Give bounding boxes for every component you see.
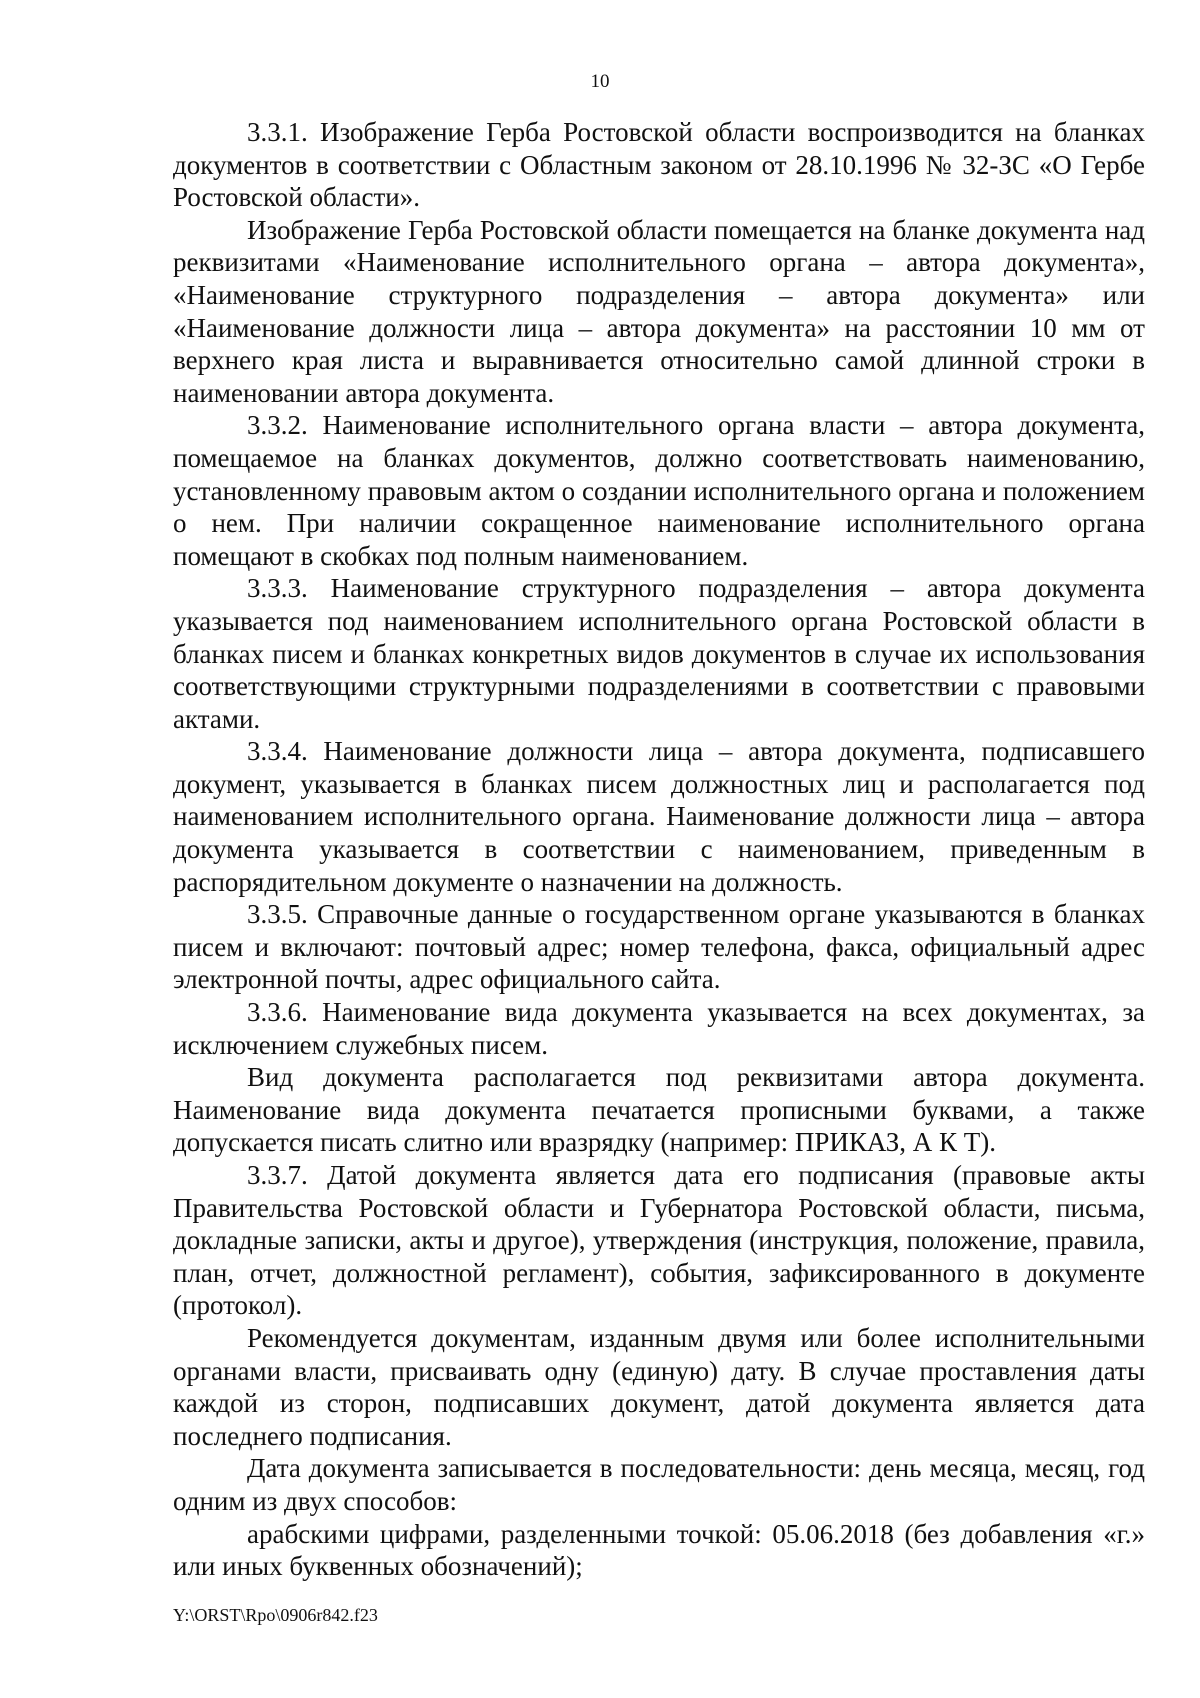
paragraph-arabic-numerals-date: арабскими цифрами, разделенными точкой: 05.06.2018 (без добавления «г.» или иных буквенных обозначений); — [173, 1518, 1145, 1582]
paragraph-date-sequence: Дата документа записывается в последовательности: день месяца, месяц, год одним из двух способов: — [173, 1453, 1145, 1516]
paragraph-3-3-1: 3.3.1. Изображение Герба Ростовской области воспроизводится на бланках документов в соответствии с Областным законом от 28.10.1996 № 32-ЗС «О Гербе Ростовской области». — [173, 117, 1145, 213]
paragraph-3-3-6: 3.3.6. Наименование вида документа указывается на всех документах, за исключением служебных писем. — [173, 997, 1145, 1060]
paragraph-3-3-2: 3.3.2. Наименование исполнительного органа власти – автора документа, помещаемое на бланках документов, должно соответствовать наименованию, установленному правовым актом о создании исполнительного органа и положением о нем. При наличии сокращенное наименование исполнительного органа помещают в скобках под полным наименованием. — [173, 410, 1145, 571]
paragraph-coat-of-arms-placement: Изображение Герба Ростовской области помещается на бланке документа над реквизитами «Наименование исполнительного органа – автора документа», «Наименование структурного подразделения – автора документа» или «Наименование должности лица – автора документа» на расстоянии 10 мм от верхнего края листа и выравнивается относительно самой длинной строки в наименовании автора документа. — [173, 214, 1145, 408]
page-number: 10 — [590, 71, 610, 92]
paragraph-3-3-5: 3.3.5. Справочные данные о государственном органе указываются в бланках писем и включают: почтовый адрес; номер телефона, факса, официальный адрес электронной почты, адрес официального сайта. — [173, 899, 1145, 995]
paragraph-3-3-3: 3.3.3. Наименование структурного подразделения – автора документа указывается под наименованием исполнительного органа Ростовской области в бланках писем и бланках конкретных видов документов в случае их использования соответствующими структурными подразделениями в соответствии с правовыми актами. — [173, 573, 1145, 734]
paragraph-document-type-placement: Вид документа располагается под реквизитами автора документа. Наименование вида документа печатается прописными буквами, а также допускается писать слитно или вразрядку (например: ПРИКАЗ, А К Т). — [173, 1062, 1145, 1158]
paragraph-3-3-4: 3.3.4. Наименование должности лица – автора документа, подписавшего документ, указывается в бланках писем должностных лиц и располагается под наименованием исполнительного органа. Наименование должности лица – автора документа указывается в соответствии с наименованием, приведенным в распорядительном документе о назначении на должность. — [173, 736, 1145, 897]
paragraph-3-3-7: 3.3.7. Датой документа является дата его подписания (правовые акты Правительства Ростовской области и Губернатора Ростовской области, письма, докладные записки, акты и другое), утверждения (инструкция, положение, правила, план, отчет, должностной регламент), события, зафиксированного в документе (протокол). — [173, 1160, 1145, 1321]
paragraph-single-date: Рекомендуется документам, изданным двумя или более исполнительными органами власти, присваивать одну (единую) дату. В случае проставления даты каждой из сторон, подписавших документ, датой документа является дата последнего подписания. — [173, 1322, 1145, 1451]
footer-file-path: Y:\ORST\Rpo\0906r842.f23 — [173, 1605, 378, 1625]
document-body — [173, 116, 1145, 1583]
